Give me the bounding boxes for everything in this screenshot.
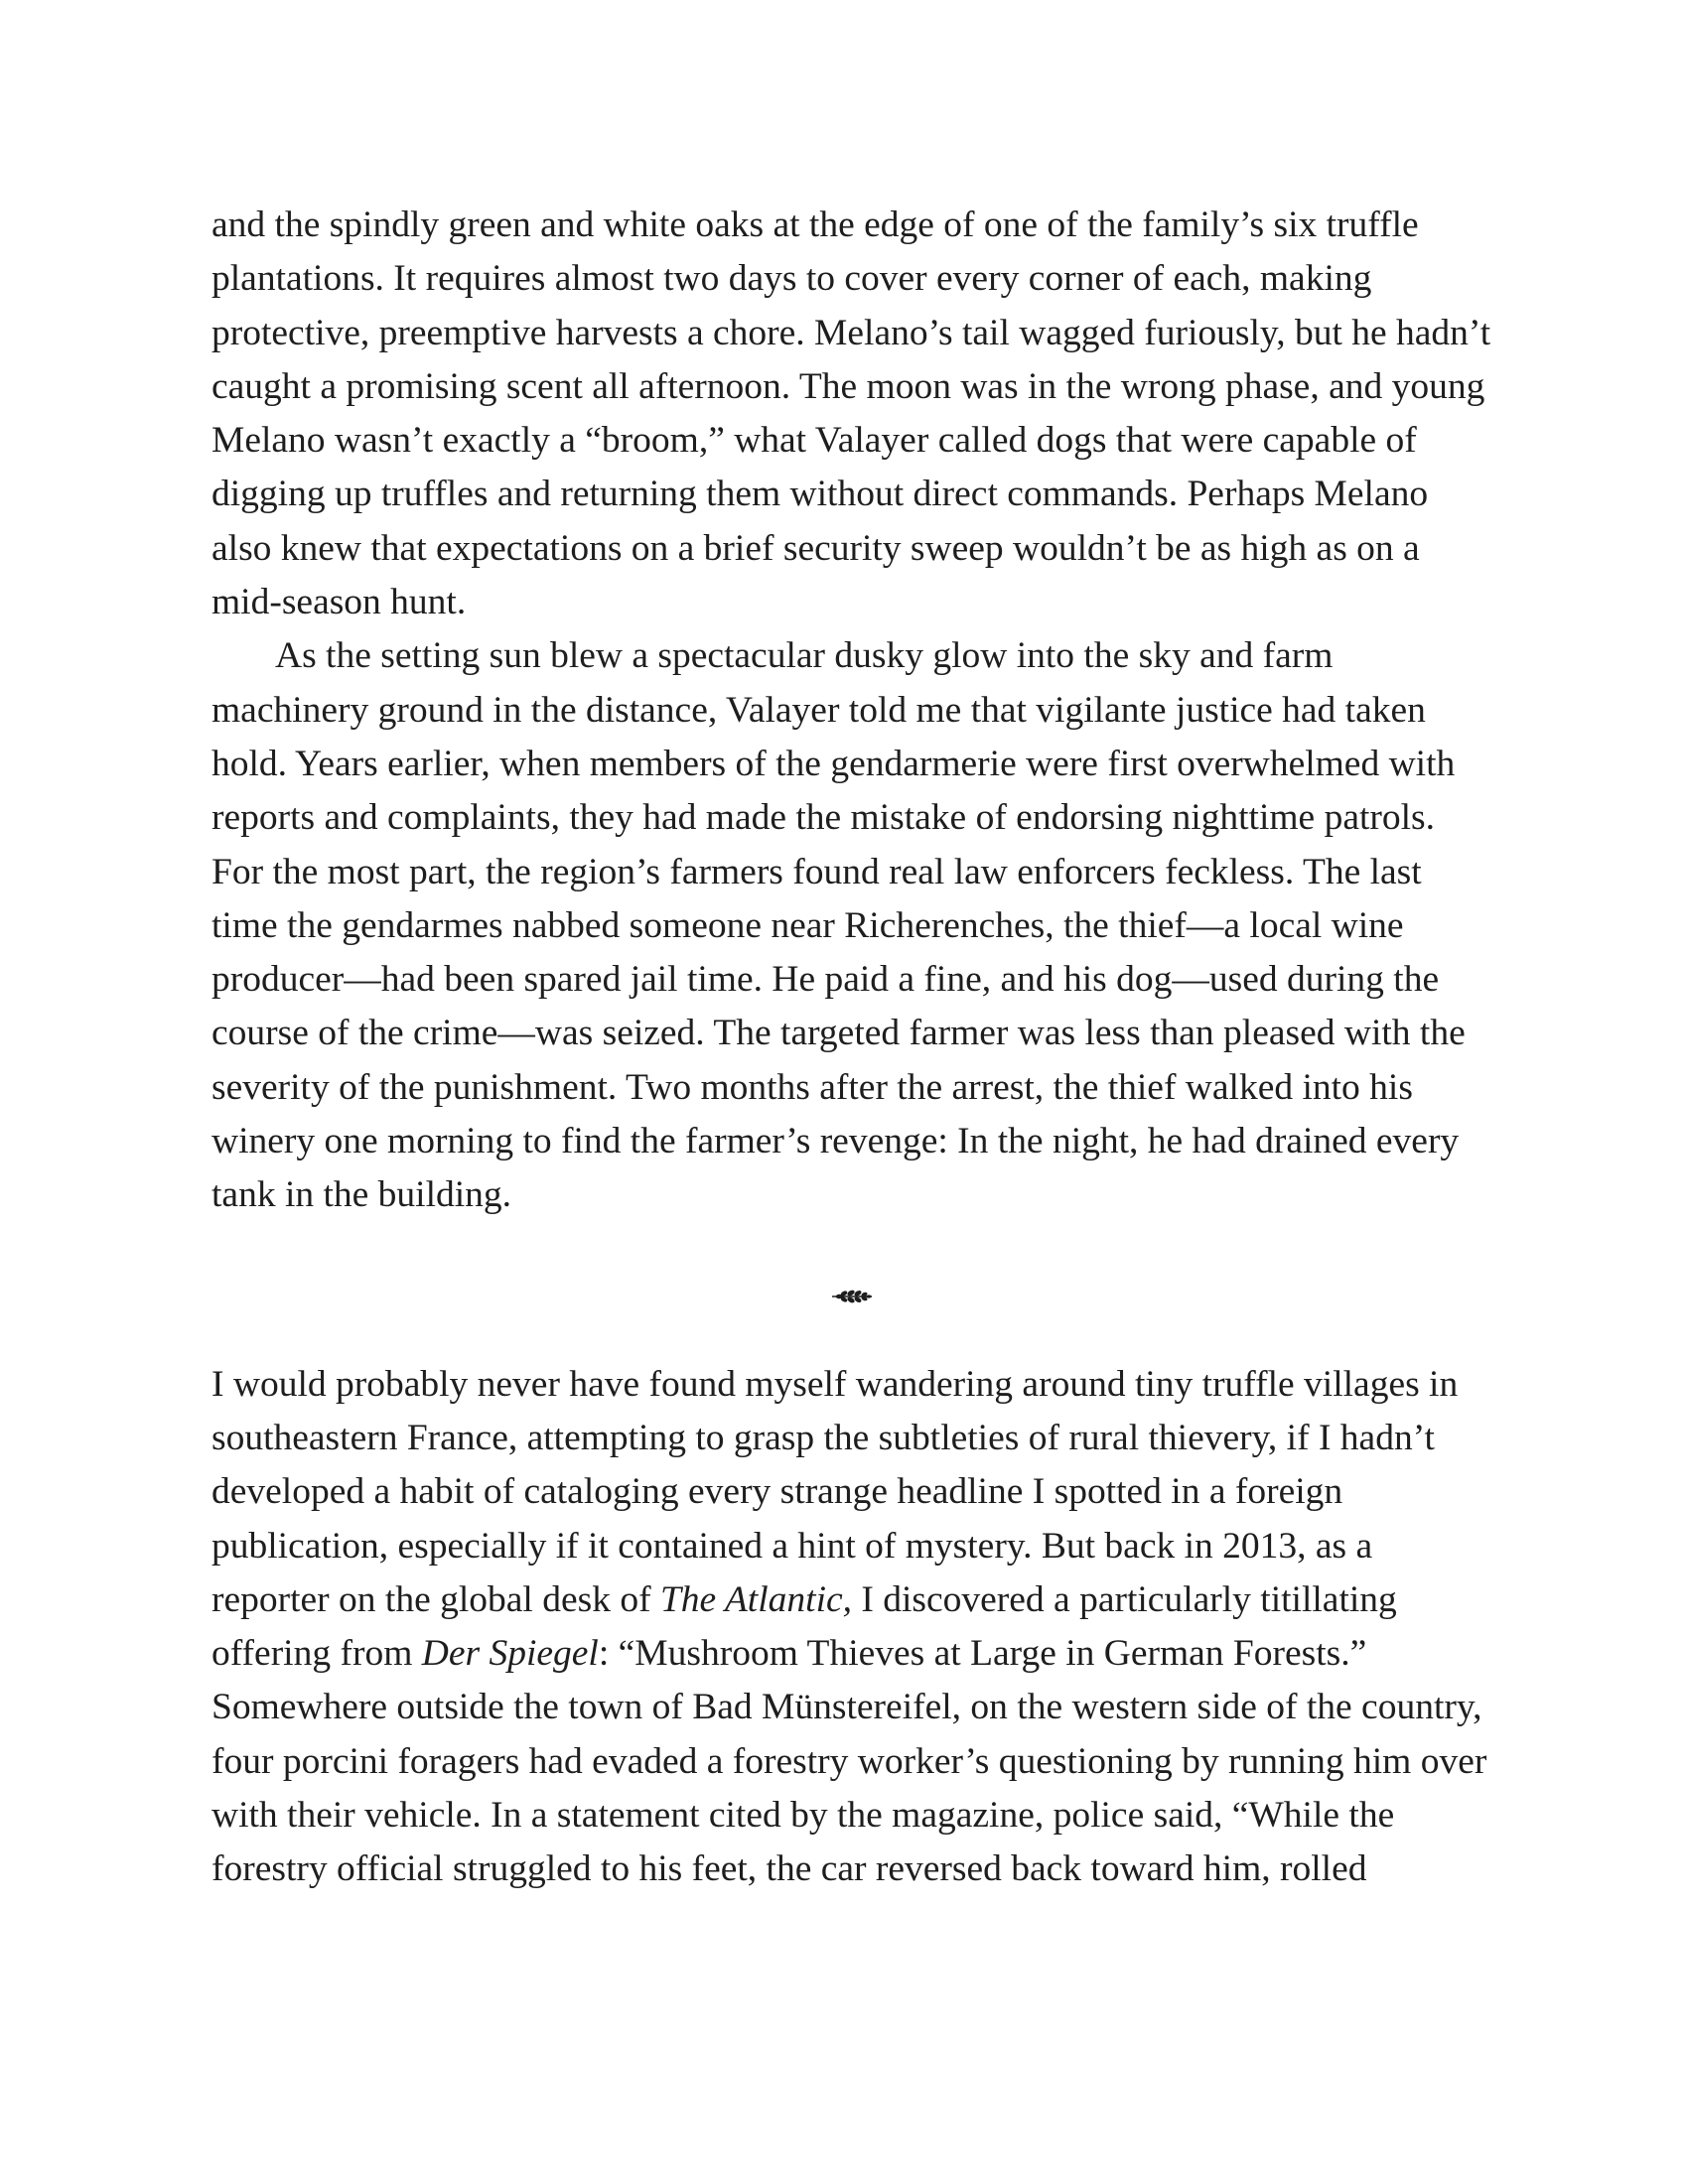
book-page — [211, 199, 1492, 1897]
paragraph-3-text-a: I would probably never have found myself wandering around tiny truffle villages in southeastern France, attempting to grasp the subtleties of rural thievery, if I hadn’t developed a habit of cataloging every strange headline I spotted in a foreign publication, especially if it contained a hint of mystery. But back in 2013, as a reporter on the global desk of — [211, 1363, 1459, 1620]
paragraph-3-text-c: : “Mushroom Thieves at Large in German Forests.” Somewhere outside the town of Bad Münstereifel, on the western side of the country, four porcini foragers had evaded a forestry worker’s questioning by running him over with their vehicle. In a statement cited by the magazine, police said, “While the forestry official struggled to his feet, the car reversed back toward him, rolled — [211, 1633, 1487, 1890]
leaf-sprig-ornament-icon — [831, 1289, 873, 1304]
section-break — [211, 1235, 1492, 1358]
publication-title-the-atlantic: The Atlantic, — [659, 1578, 853, 1620]
paragraph-2: As the setting sun blew a spectacular dusky glow into the sky and farm machinery ground in the distance, Valayer told me that vigilante justice had taken hold. Years earlier, when members of the gendarmerie were first overwhelmed with reports and complaints, they had made the mistake of endorsing nighttime patrols. For the most part, the region’s farmers found real law enforcers feckless. The last time the gendarmes nabbed someone near Richerenches, the thief—a local wine producer—had been spared jail time. He paid a fine, and his dog—used during the course of the crime—was seized. The targeted farmer was less than pleased with the severity of the punishment. Two months after the arrest, the thief walked into his winery one morning to find the farmer’s revenge: In the night, he had drained every tank in the building. — [211, 635, 1466, 1216]
paragraph-3-text-b: I discovered a particularly titillating offering from — [211, 1578, 1397, 1675]
paragraph-3 — [211, 1358, 1492, 1897]
publication-title-der-spiegel: Der Spiegel — [421, 1633, 599, 1675]
paragraph-1: and the spindly green and white oaks at the edge of one of the family’s six truffle plantations. It requires almost two days to cover every corner of each, making protective, preemptive harvests a chore. Melano’s tail wagged furiously, but he hadn’t caught a promising scent all afternoon. The moon was in the wrong phase, and young Melano wasn’t exactly a “broom,” what Valayer called dogs that were capable of digging up truffles and returning them without direct commands. Perhaps Melano also knew that expectations on a brief security sweep wouldn’t be as high as on a mid-season hunt. — [211, 205, 1491, 623]
